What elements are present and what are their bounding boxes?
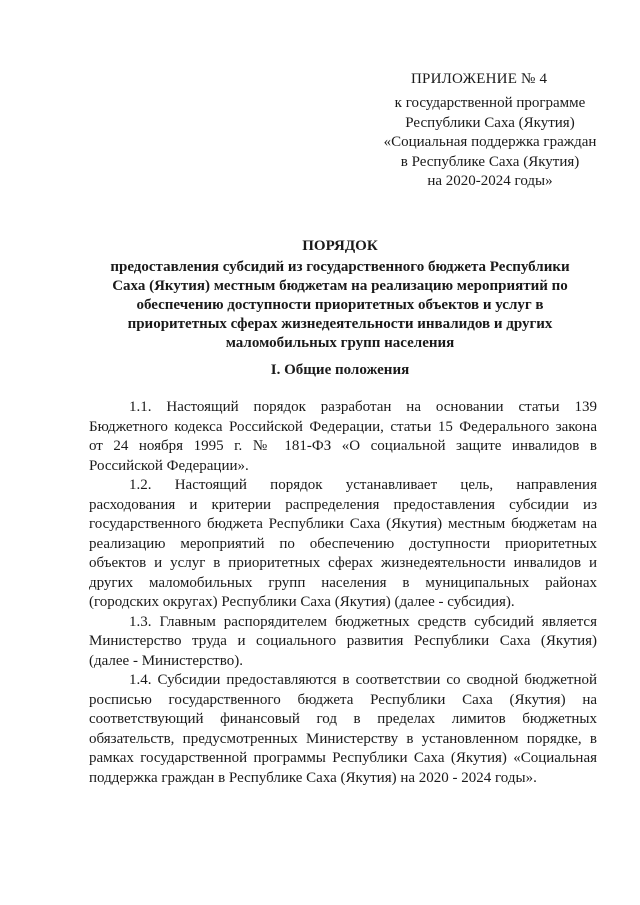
appendix-note-line: Республики Саха (Якутия): [405, 114, 575, 131]
appendix-note-line: «Социальная поддержка граждан: [383, 134, 597, 150]
appendix-label: ПРИЛОЖЕНИЕ № 4: [411, 71, 548, 87]
paragraph-1-1: [89, 398, 597, 476]
paragraph-line: других маломобильных групп населения в муниципальных районах: [89, 574, 597, 591]
subtitle-line: Саха (Якутия) местным бюджетам на реализацию мероприятий по: [112, 278, 568, 294]
paragraph-line: Бюджетного кодекса Российской Федерации, статьи 15 Федерального закона: [89, 418, 597, 435]
paragraph-line: 1.1. Настоящий порядок разработан на основании статьи 139: [129, 399, 597, 415]
document-subtitle: [80, 258, 600, 353]
paragraph-line: поддержка граждан в Республике Саха (Якутия) на 2020 - 2024 годы».: [89, 769, 537, 786]
paragraph-line: Министерство труда и социального развития Республики Саха (Якутия): [89, 633, 597, 649]
paragraph-1-2: [89, 476, 597, 613]
paragraph-line: (далее - Министерство).: [89, 652, 243, 669]
paragraph-line: от 24 ноября 1995 г. № 181-ФЗ «О социальной защите инвалидов в: [89, 438, 597, 454]
paragraph-1-4: [89, 671, 597, 788]
subtitle-line: маломобильных групп населения: [225, 335, 455, 351]
paragraph-line: 1.4. Субсидии предоставляются в соответствии со сводной бюджетной: [129, 672, 597, 688]
document-title: ПОРЯДОК: [302, 238, 378, 254]
subtitle-line: предоставления субсидий из государственного бюджета Республики: [110, 259, 570, 275]
paragraph-line: 1.3. Главным распорядителем бюджетных средств субсидий является: [129, 613, 597, 630]
subtitle-line: приоритетных сферах жизнедеятельности инвалидов и других: [127, 316, 553, 332]
paragraph-line: обязательств, предусмотренных Министерству в установленном порядке, в: [89, 730, 597, 747]
paragraph-line: расходования и критерии распределения предоставления субсидии из: [89, 496, 597, 513]
appendix-note-line: в Республике Саха (Якутия): [400, 153, 580, 170]
body-text: [89, 398, 597, 788]
paragraph-line: государственного бюджета Республики Саха (Якутия) местным бюджетам на: [89, 516, 597, 532]
appendix-note: [360, 94, 620, 192]
paragraph-line: реализацию мероприятий по обеспечению доступности приоритетных: [89, 535, 597, 552]
subtitle-line: обеспечению доступности приоритетных объектов и услуг в: [136, 297, 544, 313]
appendix-note-line: на 2020-2024 годы»: [427, 173, 553, 189]
paragraph-line: (городских округах) Республики Саха (Якутия) (далее - субсидия).: [89, 594, 515, 610]
paragraph-line: Российской Федерации».: [89, 457, 249, 474]
paragraph-line: объектов и услуг в приоритетных сферах жизнедеятельности инвалидов и: [89, 555, 597, 571]
paragraph-line: рамках государственной программы Республики Саха (Якутия) «Социальная: [89, 750, 597, 766]
section-heading: I. Общие положения: [270, 362, 410, 378]
paragraph-line: соответствующий финансовый год в пределах лимитов бюджетных: [89, 711, 597, 727]
paragraph-line: росписью государственного бюджета Республики Саха (Якутия) на: [89, 691, 597, 708]
appendix-note-line: к государственной программе: [394, 95, 586, 111]
paragraph-1-3: [89, 613, 597, 672]
paragraph-line: 1.2. Настоящий порядок устанавливает цель, направления: [129, 477, 597, 493]
